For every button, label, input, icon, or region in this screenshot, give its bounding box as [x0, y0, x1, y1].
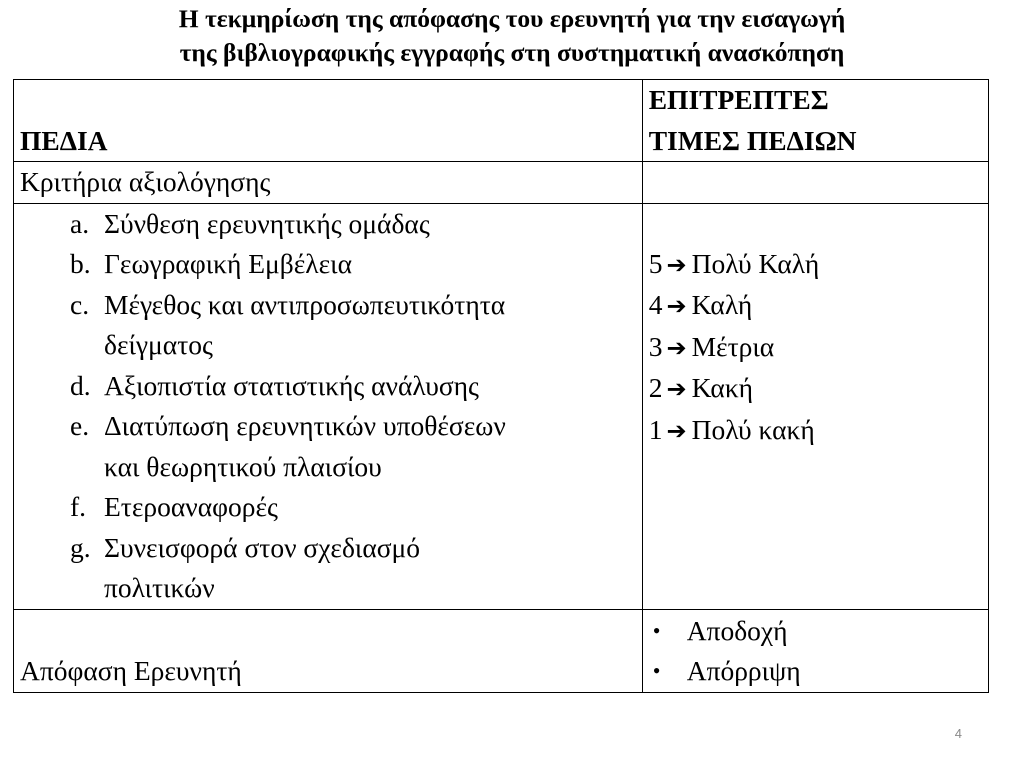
rating-label: Πολύ κακή [691, 413, 815, 445]
rating-item [649, 410, 988, 452]
criterion-marker: e. [70, 410, 90, 441]
ratings-list [649, 204, 988, 452]
criterion-marker: a. [70, 207, 90, 239]
criterion-text: Σύνθεση ερευνητικής ομάδας [104, 207, 430, 239]
bullet-icon: • [652, 617, 661, 643]
rating-label: Καλή [691, 289, 753, 320]
values-header-line-1: ΕΠΙΤΡΕΠΤΕΣ [648, 84, 829, 115]
rating-item [649, 327, 988, 369]
rating-score: 3 [648, 330, 663, 362]
criterion-item [20, 487, 642, 528]
decision-options-list [649, 611, 988, 692]
decision-option [649, 651, 988, 692]
criterion-item [20, 244, 642, 285]
criterion-text: και θεωρητικού πλαισίου [104, 450, 382, 482]
ratings-cell [642, 203, 988, 609]
arrow-right-icon: ➔ [666, 292, 687, 320]
rating-label: Μέτρια [691, 330, 775, 362]
decision-option [649, 611, 988, 652]
criterion-text: Ετεροαναφορές [104, 491, 278, 522]
criterion-marker: f. [70, 491, 87, 522]
criterion-text: Διατύπωση ερευνητικών υποθέσεων [104, 410, 506, 441]
rating-item [649, 285, 988, 327]
decision-row [14, 609, 989, 692]
values-header-cell [642, 80, 988, 162]
criteria-label-values-cell [642, 162, 988, 204]
rating-score: 2 [648, 372, 663, 403]
criterion-item [20, 528, 642, 609]
criteria-list [20, 204, 642, 609]
page-number: 4 [954, 726, 962, 741]
criteria-label: Κριτήρια αξιολόγησης [20, 166, 271, 197]
criterion-item [20, 285, 642, 366]
rating-score: 1 [648, 413, 663, 445]
criterion-text: Γεωγραφική Εμβέλεια [104, 248, 352, 279]
table-header-row [14, 80, 989, 162]
criterion-item [20, 204, 642, 245]
criterion-marker: d. [70, 369, 91, 401]
arrow-right-icon: ➔ [666, 333, 687, 362]
criterion-text: Μέγεθος και αντιπροσωπευτικότητα [104, 288, 506, 320]
arrow-right-icon: ➔ [666, 375, 687, 403]
decision-option-text: Αποδοχή [686, 614, 788, 646]
title-line-1: Η τεκμηρίωση της απόφασης του ερευνητή για την εισαγωγή [178, 4, 846, 33]
criterion-item [20, 366, 642, 407]
arrow-right-icon: ➔ [666, 250, 687, 279]
criterion-text: πολιτικών [104, 572, 215, 603]
title-line-2: της βιβλιογραφικής εγγραφής στη συστηματική ανασκόπηση [179, 38, 845, 67]
decision-label: Απόφαση Ερευνητή [20, 655, 242, 686]
criterion-text: Αξιοπιστία στατιστικής ανάλυσης [104, 369, 479, 401]
criterion-text: Συνεισφορά στον σχεδιασμό [104, 531, 421, 563]
criteria-label-cell [14, 162, 643, 204]
criterion-text: δείγματος [104, 329, 213, 360]
rating-label: Πολύ Καλή [691, 247, 820, 279]
fields-header-cell [14, 80, 643, 162]
criterion-marker: c. [70, 288, 90, 320]
criteria-list-row [14, 203, 989, 609]
bullet-icon: • [652, 658, 661, 683]
criterion-marker: g. [70, 531, 91, 563]
rating-label: Κακή [691, 372, 754, 403]
criterion-marker: b. [70, 248, 91, 279]
rating-item [649, 244, 988, 286]
arrow-right-icon: ➔ [666, 416, 687, 445]
values-header-line-2: ΤΙΜΕΣ ΠΕΔΙΩΝ [648, 124, 857, 156]
criterion-item [20, 406, 642, 487]
criteria-table [13, 79, 989, 693]
criteria-label-row [14, 162, 989, 204]
criteria-list-cell [14, 203, 643, 609]
page-title [0, 2, 1024, 70]
rating-item [649, 368, 988, 410]
rating-score: 4 [648, 289, 663, 320]
decision-options-cell [642, 609, 988, 692]
fields-header: ΠΕΔΙΑ [20, 124, 108, 156]
decision-label-cell [14, 609, 643, 692]
decision-option-text: Απόρριψη [686, 655, 801, 686]
rating-score: 5 [648, 247, 663, 279]
